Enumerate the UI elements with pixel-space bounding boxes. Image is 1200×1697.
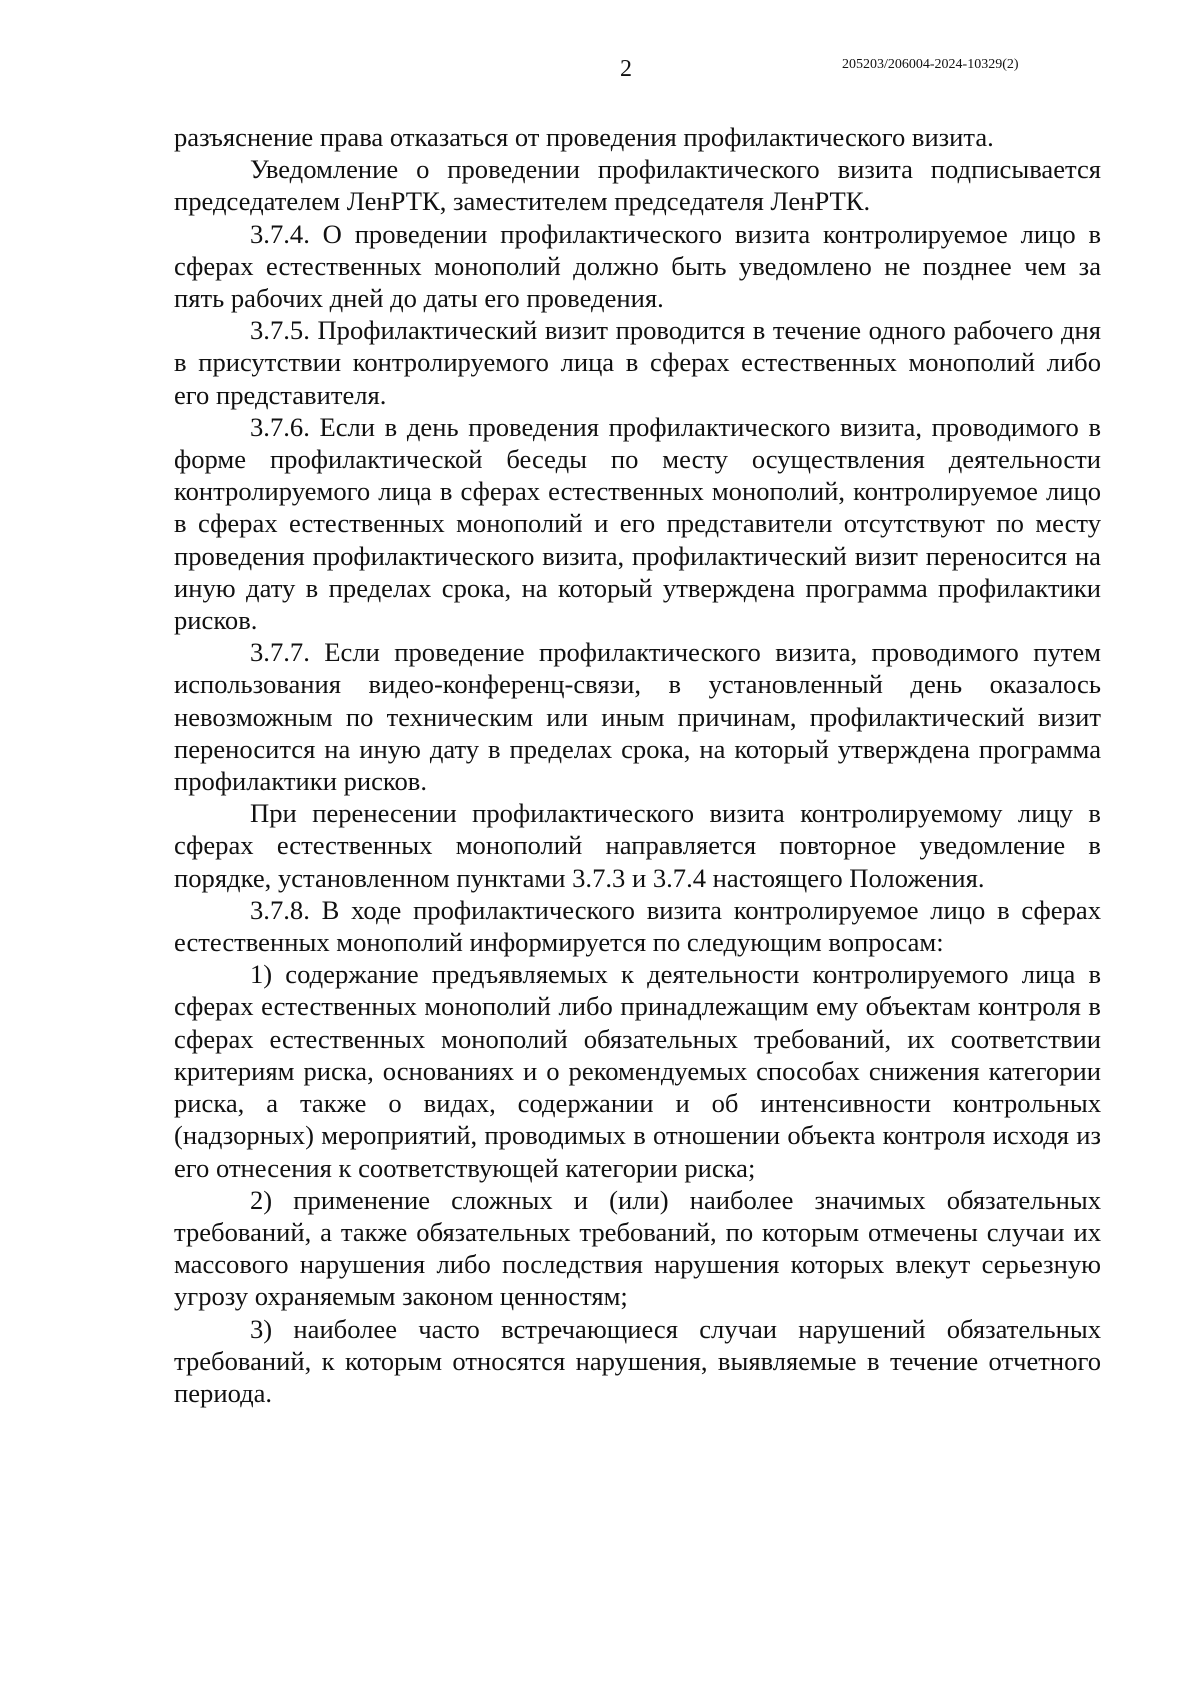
paragraph-continuation: разъяснение права отказаться от проведения профилактического визита. [174, 122, 994, 152]
list-item-2: 2) применение сложных и (или) наиболее значимых обязательных требований, а также обязательных требований, по которым отмечены случаи их массового нарушения либо последствия нарушения которых влекут серьезную угрозу охраняемым законом ценностям; [174, 1184, 1101, 1312]
paragraph-3-7-8: 3.7.8. В ходе профилактического визита контролируемое лицо в сферах естественных монополий информируется по следующим вопросам: [174, 894, 1101, 958]
document-body [174, 121, 1101, 1409]
paragraph-rescheduling: При перенесении профилактического визита контролируемому лицу в сферах естественных монополий направляется повторное уведомление в порядке, установленном пунктами 3.7.3 и 3.7.4 настоящего Положения. [174, 798, 1101, 893]
paragraph-3-7-4: 3.7.4. О проведении профилактического визита контролируемое лицо в сферах естественных монополий должно быть уведомлено не позднее чем за пять рабочих дней до даты его проведения. [174, 218, 1101, 314]
paragraph-notification-signature: Уведомление о проведении профилактического визита подписывается председателем ЛенРТК, заместителем председателя ЛенРТК. [174, 154, 1101, 217]
paragraph-3-7-5: 3.7.5. Профилактический визит проводится в течение одного рабочего дня в присутствии контролируемого лица в сферах естественных монополий либо его представителя. [174, 315, 1101, 410]
list-item-3: 3) наиболее часто встречающиеся случаи нарушений обязательных требований, к которым относятся нарушения, выявляемые в течение отчетного периода. [174, 1313, 1101, 1408]
paragraph-3-7-7: 3.7.7. Если проведение профилактического визита, проводимого путем использования видео-конференц-связи, в установленный день оказалось невозможным по техническим или иным причинам, профилактический визит переносится на иную дату в пределах срока, на который утверждена программа профилактики рисков. [174, 637, 1101, 797]
document-id: 205203/206004-2024-10329(2) [842, 57, 1019, 72]
page-number: 2 [620, 56, 632, 82]
list-item-1: 1) содержание предъявляемых к деятельности контролируемого лица в сферах естественных монополий либо принадлежащим ему объектам контроля в сферах естественных монополий обязательных требований, их соответствии критериям риска, основаниях и о рекомендуемых способах снижения категории риска, а также о видах, содержании и об интенсивности контрольных (надзорных) мероприятий, проводимых в отношении объекта контроля исходя из его отнесения к соответствующей категории риска; [174, 959, 1101, 1183]
paragraph-3-7-6: 3.7.6. Если в день проведения профилактического визита, проводимого в форме профилактической беседы по месту осуществления деятельности контролируемого лица в сферах естественных монополий, контролируемое лицо в сферах естественных монополий и его представители отсутствуют по месту проведения профилактического визита, профилактический визит переносится на иную дату в пределах срока, на который утверждена программа профилактики рисков. [174, 411, 1101, 636]
